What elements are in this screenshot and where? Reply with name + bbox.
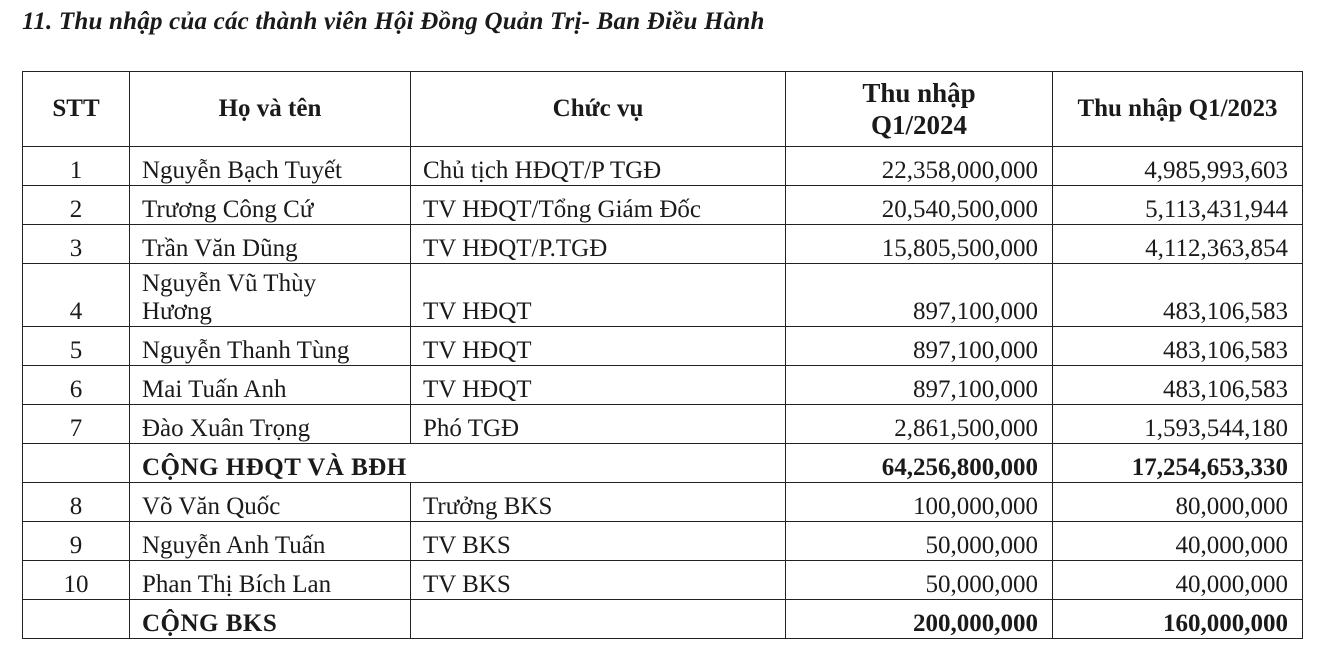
table-row [23, 264, 1303, 327]
cell-name: Trần Văn Dũng [130, 225, 411, 264]
cell-position: TV HĐQT/P.TGĐ [411, 225, 786, 264]
cell-stt: 9 [23, 522, 130, 561]
cell-stt: 7 [23, 405, 130, 444]
cell-stt-empty [23, 600, 130, 639]
cell-stt: 10 [23, 561, 130, 600]
table-header-row [23, 72, 1303, 147]
header-income-q1-2024 [786, 72, 1053, 147]
total-income-q1-2024: 200,000,000 [786, 600, 1053, 639]
cell-stt: 3 [23, 225, 130, 264]
cell-position: TV HĐQT [411, 366, 786, 405]
cell-name: Phan Thị Bích Lan [130, 561, 411, 600]
table-row [23, 405, 1303, 444]
cell-name: Mai Tuấn Anh [130, 366, 411, 405]
cell-name: Nguyễn Bạch Tuyết [130, 147, 411, 186]
cell-position: TV HĐQT/Tổng Giám Đốc [411, 186, 786, 225]
cell-income-q1-2023: 483,106,583 [1053, 264, 1303, 327]
cell-name [130, 264, 411, 327]
cell-income-q1-2023: 5,113,431,944 [1053, 186, 1303, 225]
cell-name-line2: Hương [142, 298, 212, 325]
cell-position: Phó TGĐ [411, 405, 786, 444]
table-row [23, 327, 1303, 366]
table-row [23, 561, 1303, 600]
cell-stt-empty [23, 444, 130, 483]
cell-name: Đào Xuân Trọng [130, 405, 411, 444]
cell-position: Trưởng BKS [411, 483, 786, 522]
cell-income-q1-2024: 2,861,500,000 [786, 405, 1053, 444]
cell-income-q1-2023: 80,000,000 [1053, 483, 1303, 522]
cell-position: Chủ tịch HĐQT/P TGĐ [411, 147, 786, 186]
cell-position: TV HĐQT [411, 327, 786, 366]
header-income-q1-2024-line2: Q1/2024 [870, 110, 967, 140]
cell-income-q1-2024: 897,100,000 [786, 366, 1053, 405]
cell-income-q1-2024: 50,000,000 [786, 522, 1053, 561]
header-stt: STT [23, 72, 130, 147]
cell-income-q1-2024: 100,000,000 [786, 483, 1053, 522]
header-income-q1-2024-line1: Thu nhập [862, 78, 976, 108]
total-income-q1-2023: 160,000,000 [1053, 600, 1303, 639]
table-row [23, 147, 1303, 186]
cell-name-line1: Nguyễn Vũ Thùy [142, 270, 317, 297]
table-row [23, 522, 1303, 561]
cell-position: TV BKS [411, 522, 786, 561]
cell-name: Võ Văn Quốc [130, 483, 411, 522]
cell-income-q1-2023: 483,106,583 [1053, 327, 1303, 366]
table-row [23, 366, 1303, 405]
header-position: Chức vụ [411, 72, 786, 147]
cell-income-q1-2023: 4,985,993,603 [1053, 147, 1303, 186]
total-row-bks [23, 600, 1303, 639]
cell-income-q1-2023: 40,000,000 [1053, 522, 1303, 561]
cell-income-q1-2024: 22,358,000,000 [786, 147, 1053, 186]
cell-income-q1-2024: 897,100,000 [786, 264, 1053, 327]
header-name: Họ và tên [130, 72, 411, 147]
cell-name: Trương Công Cứ [130, 186, 411, 225]
cell-stt: 1 [23, 147, 130, 186]
cell-name: Nguyễn Anh Tuấn [130, 522, 411, 561]
section-heading: 11. Thu nhập của các thành viên Hội Đồng Quản Trị- Ban Điều Hành [22, 8, 765, 35]
cell-income-q1-2024: 20,540,500,000 [786, 186, 1053, 225]
cell-income-q1-2023: 483,106,583 [1053, 366, 1303, 405]
cell-position: TV HĐQT [411, 264, 786, 327]
cell-position: TV BKS [411, 561, 786, 600]
cell-name: Nguyễn Thanh Tùng [130, 327, 411, 366]
total-income-q1-2023: 17,254,653,330 [1053, 444, 1303, 483]
total-row-hdqt-bdh [23, 444, 1303, 483]
cell-stt: 6 [23, 366, 130, 405]
income-table [22, 71, 1303, 639]
cell-position-empty [411, 600, 786, 639]
total-label: CỘNG BKS [130, 600, 411, 639]
cell-stt: 2 [23, 186, 130, 225]
header-income-q1-2023: Thu nhập Q1/2023 [1053, 72, 1303, 147]
table-row [23, 483, 1303, 522]
table-row [23, 186, 1303, 225]
cell-stt: 4 [23, 264, 130, 327]
table-row [23, 225, 1303, 264]
cell-income-q1-2023: 4,112,363,854 [1053, 225, 1303, 264]
cell-income-q1-2024: 15,805,500,000 [786, 225, 1053, 264]
cell-income-q1-2023: 40,000,000 [1053, 561, 1303, 600]
cell-stt: 5 [23, 327, 130, 366]
cell-income-q1-2024: 897,100,000 [786, 327, 1053, 366]
cell-stt: 8 [23, 483, 130, 522]
total-income-q1-2024: 64,256,800,000 [786, 444, 1053, 483]
cell-income-q1-2023: 1,593,544,180 [1053, 405, 1303, 444]
cell-income-q1-2024: 50,000,000 [786, 561, 1053, 600]
total-label: CỘNG HĐQT VÀ BĐH [130, 444, 786, 483]
